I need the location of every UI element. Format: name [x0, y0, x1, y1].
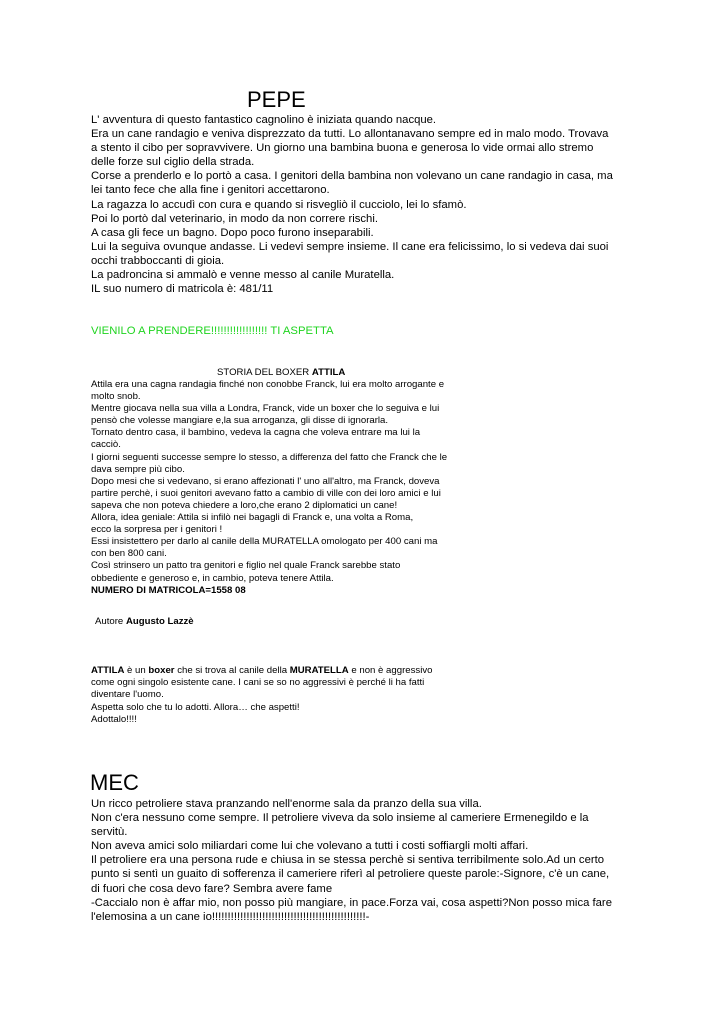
mec-line: di fuori che cosa devo fare? Sembra avere fame	[91, 882, 333, 895]
attila-promo-line: Aspetta solo che tu lo adotti. Allora… che aspetti!	[91, 701, 300, 713]
attila-promo-line: diventare l'uomo.	[91, 689, 164, 701]
attila-line: Attila era una cagna randagia finché non conobbe Franck, lui era molto arrogante e	[91, 379, 445, 390]
attila-promo	[91, 665, 521, 726]
pepe-line: a stento il cibo per sopravvivere. Un giorno una bambina buona e generosa lo vide ormai allo stremo	[91, 142, 594, 155]
mec-story	[91, 797, 636, 924]
pepe-line: Corse a prenderlo e lo portò a casa. I genitori della bambina non volevano un cane randagio in casa, ma	[91, 170, 613, 183]
author-name: Augusto Lazzè	[125, 616, 194, 627]
pepe-line: occhi trabboccanti di gioia.	[91, 254, 225, 267]
attila-line: Allora, idea geniale: Attila si infilò nei bagagli di Franck e, una volta a Roma,	[91, 512, 414, 524]
attila-line: pensò che volesse mangiare e,la sua arroganza, gli disse di ignorarla.	[91, 415, 389, 427]
attila-line: sapeva che non poteva chiedere a loro,che erano 2 diplomatici un cane!	[91, 499, 398, 511]
author-label: Autore	[95, 616, 124, 627]
pepe-line: Era un cane randagio e veniva disprezzato da tutti. Lo allontanavano sempre ed in malo modo. Trovava	[91, 128, 609, 141]
attila-line: partire perchè, i suoi genitori avevano fatto a cambio di ville con dei loro amici e lui	[91, 487, 441, 499]
attila-line: Così strinsero un patto tra genitori e figlio nel quale Franck sarebbe stato	[91, 560, 401, 572]
mec-line: Il petroliere era una persona rude e chiusa in se stessa perchè si sentiva terribilmente solo.Ad un certo	[91, 854, 605, 867]
attila-matricola: NUMERO DI MATRICOLA=1558 08	[91, 584, 246, 596]
mec-line: servitù.	[91, 826, 128, 839]
pepe-line: lei tanto fece che alla fine i genitori accettarono.	[91, 184, 330, 197]
pepe-line: Lui la seguiva ovunque andasse. Li vedevi sempre insieme. Il cane era felicissimo, lo si vedeva dai suoi	[91, 240, 609, 253]
attila-promo-line: Adottalo!!!!	[91, 713, 137, 725]
attila-promo-line: ATTILA è un boxer che si trova al canile della MURATELLA e non è aggressivo	[91, 665, 433, 676]
pepe-line: Poi lo portò dal veterinario, in modo da non correre rischi.	[91, 212, 378, 225]
pepe-line: La ragazza lo accudì con cura e quando si risvegliò il cucciolo, lei lo sfamò.	[91, 198, 467, 211]
attila-title-prefix: STORIA DEL BOXER	[217, 367, 310, 378]
attila-title	[217, 367, 345, 379]
attila-line: Mentre giocava nella sua villa a Londra, Franck, vide un boxer che lo seguiva e lui	[91, 403, 440, 415]
mec-line: -Caccialo non è affar mio, non posso più mangiare, in pace.Forza vai, cosa aspetti?Non posso mica fare	[91, 896, 612, 909]
pepe-title: PEPE	[247, 87, 306, 112]
mec-line: Non aveva amici solo miliardari come lui che volevano a tutti i costi soffiargli molti affari.	[91, 840, 529, 853]
attila-line: Tornato dentro casa, il bambino, vedeva la cagna che voleva entrare ma lui la	[91, 427, 421, 439]
attila-line: Dopo mesi che si vedevano, si erano affezionati l' uno all'altro, ma Franck, doveva	[91, 475, 440, 487]
mec-line: Non c'era nessuno come sempre. Il petroliere viveva da solo insieme al cameriere Ermenegildo e la	[91, 812, 589, 825]
attila-line: obbediente e generoso e, in cambio, poteva tenere Attila.	[91, 572, 334, 584]
pepe-story	[91, 113, 636, 296]
attila-title-name: ATTILA	[311, 367, 346, 378]
pepe-line: IL suo numero di matricola è: 481/11	[91, 283, 274, 296]
mec-line: punto si sentì un guaito di sofferenza il cameriere riferì al petroliere queste parole:-Signore, c'è un cane,	[91, 868, 610, 881]
mec-title: MEC	[90, 770, 139, 795]
attila-line: ecco la sorpresa per i genitori !	[91, 524, 223, 536]
mec-line: Un ricco petroliere stava pranzando nell'enorme sala da pranzo della sua villa.	[91, 798, 482, 810]
pepe-line: A casa gli fece un bagno. Dopo poco furono inseparabili.	[91, 226, 374, 239]
mec-line: l'elemosina a un cane io!!!!!!!!!!!!!!!!!!!!!!!!!!!!!!!!!!!!!!!!!!!!!!!!!-	[91, 910, 370, 923]
attila-line: con ben 800 cani.	[91, 548, 167, 560]
attila-line: dava sempre più cibo.	[91, 463, 185, 475]
pepe-line: L' avventura di questo fantastico cagnolino è iniziata quando nacque.	[91, 114, 437, 126]
pepe-line: delle forze sul ciglio della strada.	[91, 156, 255, 169]
pepe-line: La padroncina si ammalò e venne messo al canile Muratella.	[91, 269, 395, 282]
attila-line: molto snob.	[91, 391, 141, 403]
pepe-call-to-action: VIENILO A PRENDERE!!!!!!!!!!!!!!!!!! TI ASPETTA	[91, 325, 334, 337]
attila-line: Essi insistettero per darlo al canile della MURATELLA omologato per 400 cani ma	[91, 536, 438, 548]
attila-line: I giorni seguenti successe sempre lo stesso, a differenza del fatto che Franck che le	[91, 451, 448, 463]
attila-author	[95, 616, 194, 627]
attila-story	[91, 379, 493, 597]
attila-promo-line: come ogni singolo esistente cane. I cani se so no aggressivi è perché li ha fatti	[91, 677, 425, 689]
attila-line: cacciò.	[91, 439, 121, 451]
